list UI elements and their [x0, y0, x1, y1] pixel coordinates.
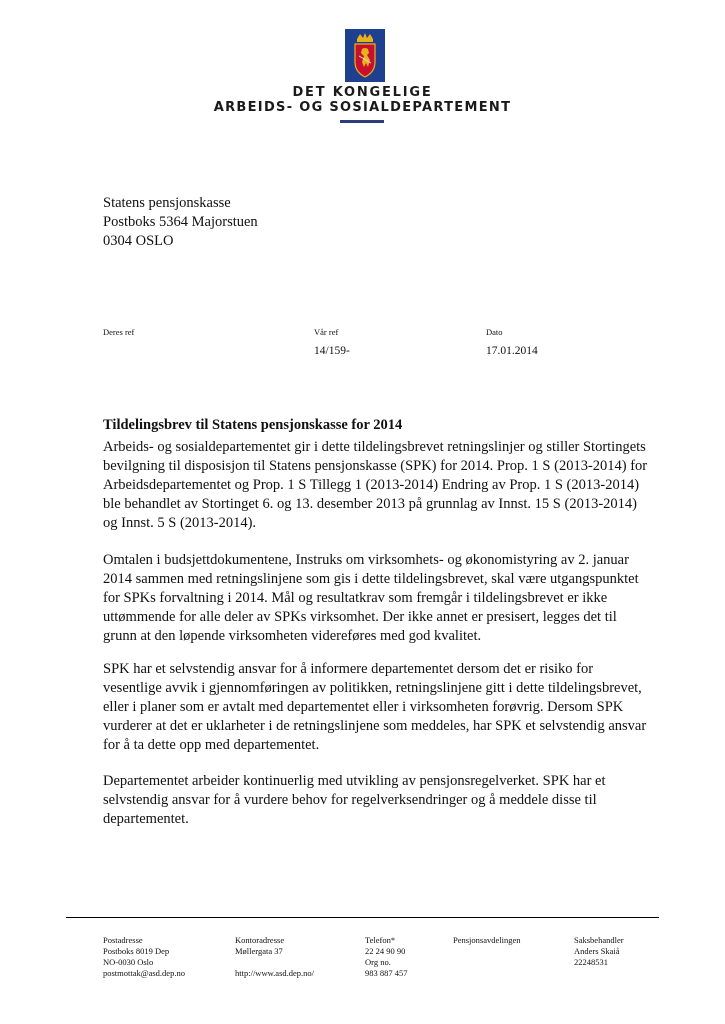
footer-text: Møllergata 37	[235, 946, 283, 956]
footer-text: Postboks 8019 Dep	[103, 946, 170, 956]
footer-saksbehandler	[574, 935, 624, 968]
paragraph-line: for SPKs forvaltning i 2014. Mål og resultatkrav som fremgår i tildelingsbrevet er ikke	[103, 590, 608, 606]
paragraph-line: selvstendig ansvar for å vurdere behov for regelverksendringer og å meddele disse til	[103, 792, 597, 808]
footer-text: NO-0030 Oslo	[103, 957, 154, 967]
paragraph-line: vurderer at det er uklarheter i de retningslinjene som meddeles, har SPK et selvstendig ansvar	[103, 718, 647, 734]
recipient-street: Postboks 5364 Majorstuen	[103, 214, 258, 230]
paragraph-2	[103, 551, 663, 646]
deres-ref-label: Deres ref	[103, 327, 135, 337]
letterhead-line2: ARBEIDS- OG SOSIALDEPARTEMENT	[213, 100, 512, 115]
dato-label: Dato	[486, 327, 503, 337]
paragraph-line: bevilgning til disposisjon til Statens pensjonskasse (SPK) for 2014. Prop. 1 S (2013-2014) for	[103, 458, 648, 474]
footer-text: Kontoradresse	[235, 935, 285, 945]
footer-text: Telefon*	[365, 935, 396, 945]
footer-avdeling	[453, 935, 521, 946]
letterhead-line1: DET KONGELIGE	[292, 85, 433, 100]
paragraph-line: grunn at den løpende virksomheten videreføres med god kvalitet.	[103, 628, 482, 644]
paragraph-line: Departementet arbeider kontinuerlig med utvikling av pensjonsregelverket. SPK har et	[103, 773, 606, 789]
paragraph-line: SPK har et selvstendig ansvar for å informere departementet dersom det er risiko for	[103, 661, 594, 677]
paragraph-line: ble behandlet av Stortinget 6. og 13. desember 2013 på grunnlag av Innst. 15 S (2013-2014)	[103, 496, 637, 512]
footer-postadresse	[103, 935, 185, 979]
paragraph-line: for å ta dette opp med departementet.	[103, 737, 320, 753]
footer-text: 22 24 90 90	[365, 946, 406, 956]
footer-text: 22248531	[574, 957, 608, 967]
paragraph-line: departementet.	[103, 811, 189, 827]
paragraph-line: eller i planer som er avtalt med departementet eller i virksomheten forøvrig. Dersom SPK	[103, 699, 624, 715]
var-ref-label: Vår ref	[314, 327, 339, 337]
coat-of-arms-logo	[345, 29, 385, 82]
footer-kontoradresse	[235, 935, 314, 979]
footer-text: Anders Skaiå	[574, 946, 620, 956]
footer-email-link[interactable]: postmottak@asd.dep.no	[103, 968, 185, 978]
footer-blank	[235, 957, 314, 968]
paragraph-line: Arbeidsdepartementet og Prop. 1 S Tillegg 1 (2013-2014) Endring av Prop. 1 S (2013-2014)	[103, 477, 640, 493]
recipient-name: Statens pensjonskasse	[103, 195, 231, 211]
paragraph-1	[103, 438, 663, 533]
footer-web-link[interactable]: http://www.asd.dep.no/	[235, 968, 315, 978]
letter-subject: Tildelingsbrev til Statens pensjonskasse for 2014	[103, 417, 403, 433]
paragraph-line: 2014 sammen med retningslinjene som gis i dette tildelingsbrevet, skal være utgangspunktet	[103, 571, 639, 587]
paragraph-line: Arbeids- og sosialdepartementet gir i dette tildelingsbrevet retningslinjer og stiller Stortingets	[103, 439, 646, 455]
letterhead-rule	[340, 120, 384, 123]
paragraph-line: uttømmende for alle deler av SPKs virksomhet. Der ikke annet er presisert, legges det til	[103, 609, 617, 625]
footer-text: 983 887 457	[365, 968, 408, 978]
footer-rule	[66, 917, 659, 918]
paragraph-line: og Innst. 5 S (2013-2014).	[103, 515, 257, 531]
recipient-postal: 0304 OSLO	[103, 233, 174, 249]
footer-telefon	[365, 935, 408, 979]
var-ref-value: 14/159-	[314, 345, 350, 357]
paragraph-4	[103, 772, 663, 829]
footer-text: Saksbehandler	[574, 935, 624, 945]
footer-text: Pensjonsavdelingen	[453, 935, 521, 945]
paragraph-line: Omtalen i budsjettdokumentene, Instruks om virksomhets- og økonomistyring av 2. januar	[103, 552, 629, 568]
footer-text: Postadresse	[103, 935, 143, 945]
paragraph-line: vesentlige avvik i gjennomføringen av politikken, retningslinjene gitt i dette tildelingsbrevet,	[103, 680, 642, 696]
footer-text: Org no.	[365, 957, 391, 967]
dato-value: 17.01.2014	[486, 345, 538, 357]
paragraph-3	[103, 660, 663, 755]
